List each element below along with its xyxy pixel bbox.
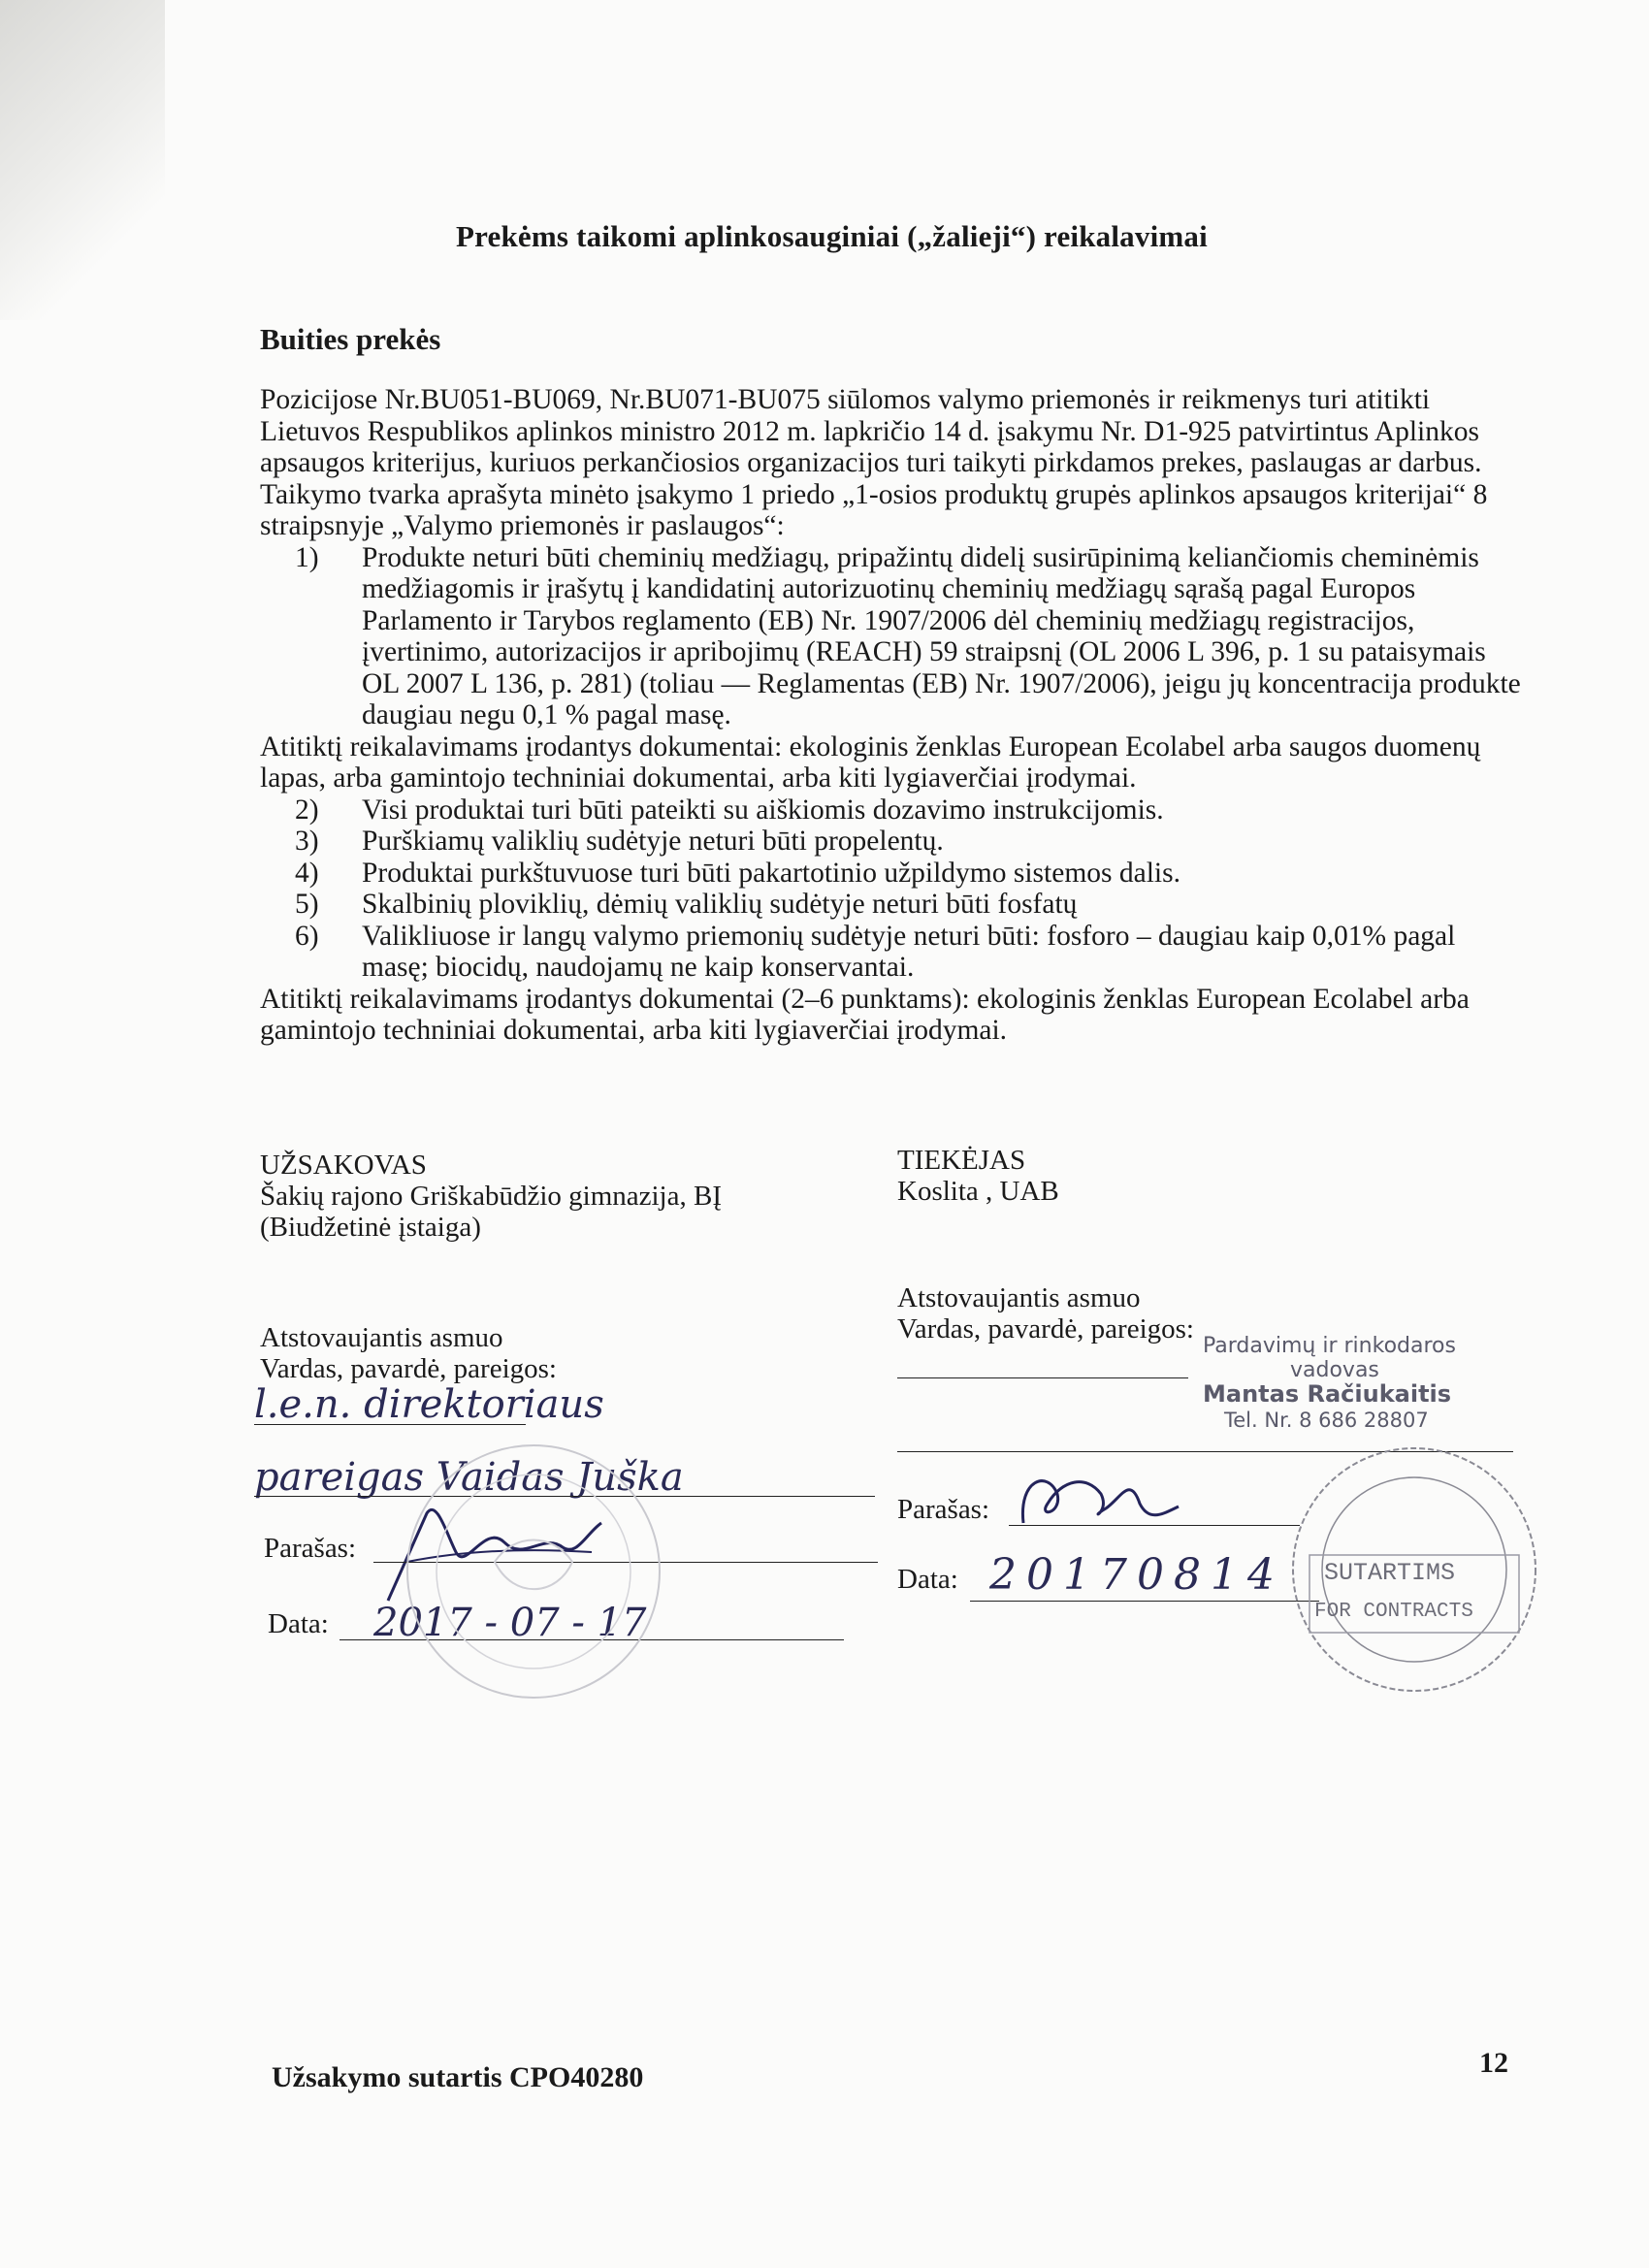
footer-contract-id: Užsakymo sutartis CPO40280 [272,2061,644,2093]
client-role: UŽSAKOVAS [260,1150,427,1181]
supplier-role: TIEKĖJAS [897,1145,1026,1176]
list-item [260,889,1521,921]
item-number: 4) [295,857,319,889]
client-block [260,1150,722,1243]
supplier-stamp-name: Mantas Račiukaitis [1203,1380,1452,1408]
document-title: Prekėms taikomi aplinkosauginiai („žalieji“) reikalavimai [456,219,1208,253]
item-number: 6) [295,920,319,952]
item-number: 1) [295,541,319,573]
supplier-sign-line [1009,1525,1300,1526]
client-rep-label: Atstovaujantis asmuo [260,1322,503,1353]
client-name: Šakių rajono Griškabūdžio gimnazija, BĮ [260,1181,722,1212]
list-item [260,858,1521,890]
list-item [260,921,1521,984]
item-text: Valikliuose ir langų valymo priemonių sudėtyje neturi būti: fosforo – daugiau kaip 0,01% pagal masę; biocidų, naudojamų ne kaip konservantai. [362,920,1456,983]
supplier-date-line [970,1601,1319,1602]
client-seal-icon [388,1426,679,1717]
item-text: Purškiamų valiklių sudėtyje neturi būti propelentų. [362,826,944,857]
supplier-signature-icon [1009,1460,1183,1533]
supplier-seal-line1: SUTARTIMS [1324,1559,1456,1587]
client-handwritten-name: pareigas Vaidas Juška [254,1455,684,1500]
list-item [260,826,1521,858]
supplier-name-line [897,1377,1188,1378]
client-handwritten-position: l.e.n. direktoriaus [254,1382,604,1427]
proof-paragraph-2: Atitiktį reikalavimams įrodantys dokumentai (2–6 punktams): ekologinis ženklas European Ecolabel arba gamintojo techniniai dokumentai, arba kiti lygiaverčiai įrodymai. [260,983,1470,1046]
client-handwritten-date: 2017 - 07 - 17 [373,1601,647,1645]
item-text: Skalbinių ploviklių, dėmių valiklių sudėtyje neturi būti fosfatų [362,889,1078,920]
supplier-name: Koslita , UAB [897,1176,1059,1207]
intro-paragraph: Pozicijose Nr.BU051-BU069, Nr.BU071-BU075 siūlomos valymo priemonės ir reikmenys turi atitikti Lietuvos Respublikos aplinkos ministro 2012 m. lapkričio 14 d. įsakymu Nr. D1-925 patvirtintus Aplinkos apsaugos kriterijus, kuriuos perkančiosios organizacijos turi taikyti pirkdamos prekes, paslaugas ar darbus. Taikymo tvarka aprašyta minėto įsakymo 1 priedo „1-osios produktų grupės aplinkos apsaugos kriterijai“ 8 straipsnyje „Valymo priemonės ir paslaugos“: [260,384,1488,541]
list-item [260,542,1521,731]
item-number: 2) [295,794,319,826]
client-rep [260,1322,557,1384]
client-sign-label: Parašas: [264,1533,357,1564]
supplier-stamp-tel: Tel. Nr. 8 686 28807 [1224,1409,1429,1432]
supplier-rep-fields: Vardas, pavardė, pareigos: [897,1313,1194,1345]
client-date-label: Data: [268,1608,329,1639]
page-number: 12 [1479,2047,1508,2079]
item-text: Produktai purkštuvuose turi būti pakartotinio užpildymo sistemos dalis. [362,857,1180,889]
client-rep-fields: Vardas, pavardė, pareigos: [260,1353,557,1384]
item-number: 3) [295,826,319,857]
supplier-date-label: Data: [897,1564,958,1595]
supplier-rep [897,1282,1194,1345]
supplier-block [897,1145,1059,1207]
item-number: 5) [295,889,319,920]
supplier-stamp-role: vadovas [1290,1358,1379,1382]
supplier-sign-label: Parašas: [897,1494,990,1525]
client-type: (Biudžetinė įstaiga) [260,1212,481,1243]
supplier-seal-line2: FOR CONTRACTS [1314,1601,1473,1623]
item-text: Produkte neturi būti cheminių medžiagų, pripažintų didelį susirūpinimą keliančiomis cheminėmis medžiagomis ir įrašytų į kandidatinį autorizuotinų cheminių medžiagų sąrašą pagal Europos Parlamento ir Tarybos reglamento (EB) Nr. 1907/2006 dėl cheminių medžiagų registracijos, įvertinimo, autorizacijos ir apribojimų (REACH) 59 straipsnį (OL 2006 L 396, p. 1 su pataisymais OL 2007 L 136, p. 281) (toliau — Reglamentas (EB) Nr. 1907/2006), jeigu jų koncentracija produkte daugiau negu 0,1 % pagal masę. [362,541,1521,730]
list-item [260,794,1521,826]
supplier-handwritten-date: 20170814 [989,1550,1284,1600]
section-heading: Buities prekės [260,322,441,356]
supplier-stamp-title: Pardavimų ir rinkodaros [1203,1334,1456,1358]
proof-paragraph-1: Atitiktį reikalavimams įrodantys dokumentai: ekologinis ženklas European Ecolabel arba saugos duomenų lapas, arba gamintojo techniniai dokumentai, arba kiti lygiaverčiai įrodymai. [260,730,1481,794]
supplier-rep-label: Atstovaujantis asmuo [897,1282,1141,1313]
requirements-body [260,384,1521,1047]
item-text: Visi produktai turi būti pateikti su aiškiomis dozavimo instrukcijomis. [362,794,1164,826]
client-position-line [254,1424,526,1425]
folded-corner [0,0,165,320]
